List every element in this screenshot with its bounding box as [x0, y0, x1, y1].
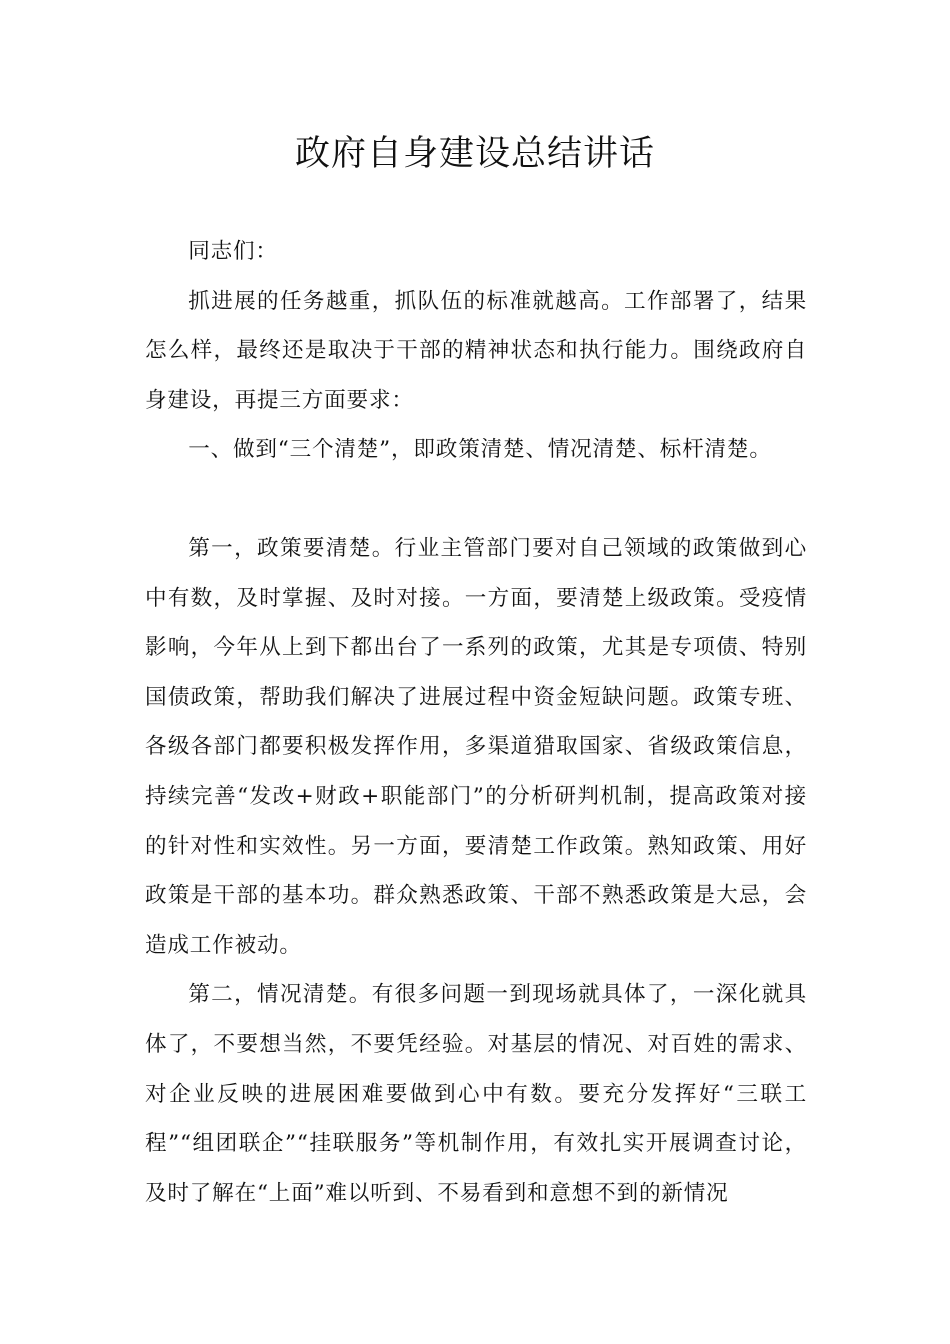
body-section-intro [145, 227, 807, 475]
greeting-paragraph: 同志们： [188, 239, 278, 264]
body-section-main [145, 524, 807, 1218]
section-heading-one: 一、做到“三个清楚”，即政策清楚、情况清楚、标杆清楚。 [188, 437, 772, 463]
situation-paragraph: 第二，情况清楚。有很多问题一到现场就具体了，一深化就具体了，不要想当然，不要凭经验。对基层的情况、对百姓的需求、对企业反映的进展困难要做到心中有数。要充分发挥好“三联工程”“组团联企”“挂联服务”等机制作用，有效扎实开展调查讨论，及时了解在“上面”难以听到、不易看到和意想不到的新情况 [145, 982, 807, 1206]
policy-paragraph: 第一，政策要清楚。行业主管部门要对自己领域的政策做到心中有数，及时掌握、及时对接。一方面，要清楚上级政策。受疫情影响，今年从上到下都出台了一系列的政策，尤其是专项债、特别国债政策，帮助我们解决了进展过程中资金短缺问题。政策专班、各级各部门都要积极发挥作用，多渠道猎取国家、省级政策信息，持续完善“发改+财政+职能部门”的分析研判机制，提高政策对接的针对性和实效性。另一方面，要清楚工作政策。熟知政策、用好政策是干部的基本功。群众熟悉政策、干部不熟悉政策是大忌，会造成工作被动。 [145, 536, 807, 958]
intro-paragraph: 抓进展的任务越重，抓队伍的标准就越高。工作部署了，结果怎么样，最终还是取决于干部的精神状态和执行能力。围绕政府自身建设，再提三方面要求： [145, 288, 807, 413]
document-title: 政府自身建设总结讲话 [294, 134, 655, 174]
